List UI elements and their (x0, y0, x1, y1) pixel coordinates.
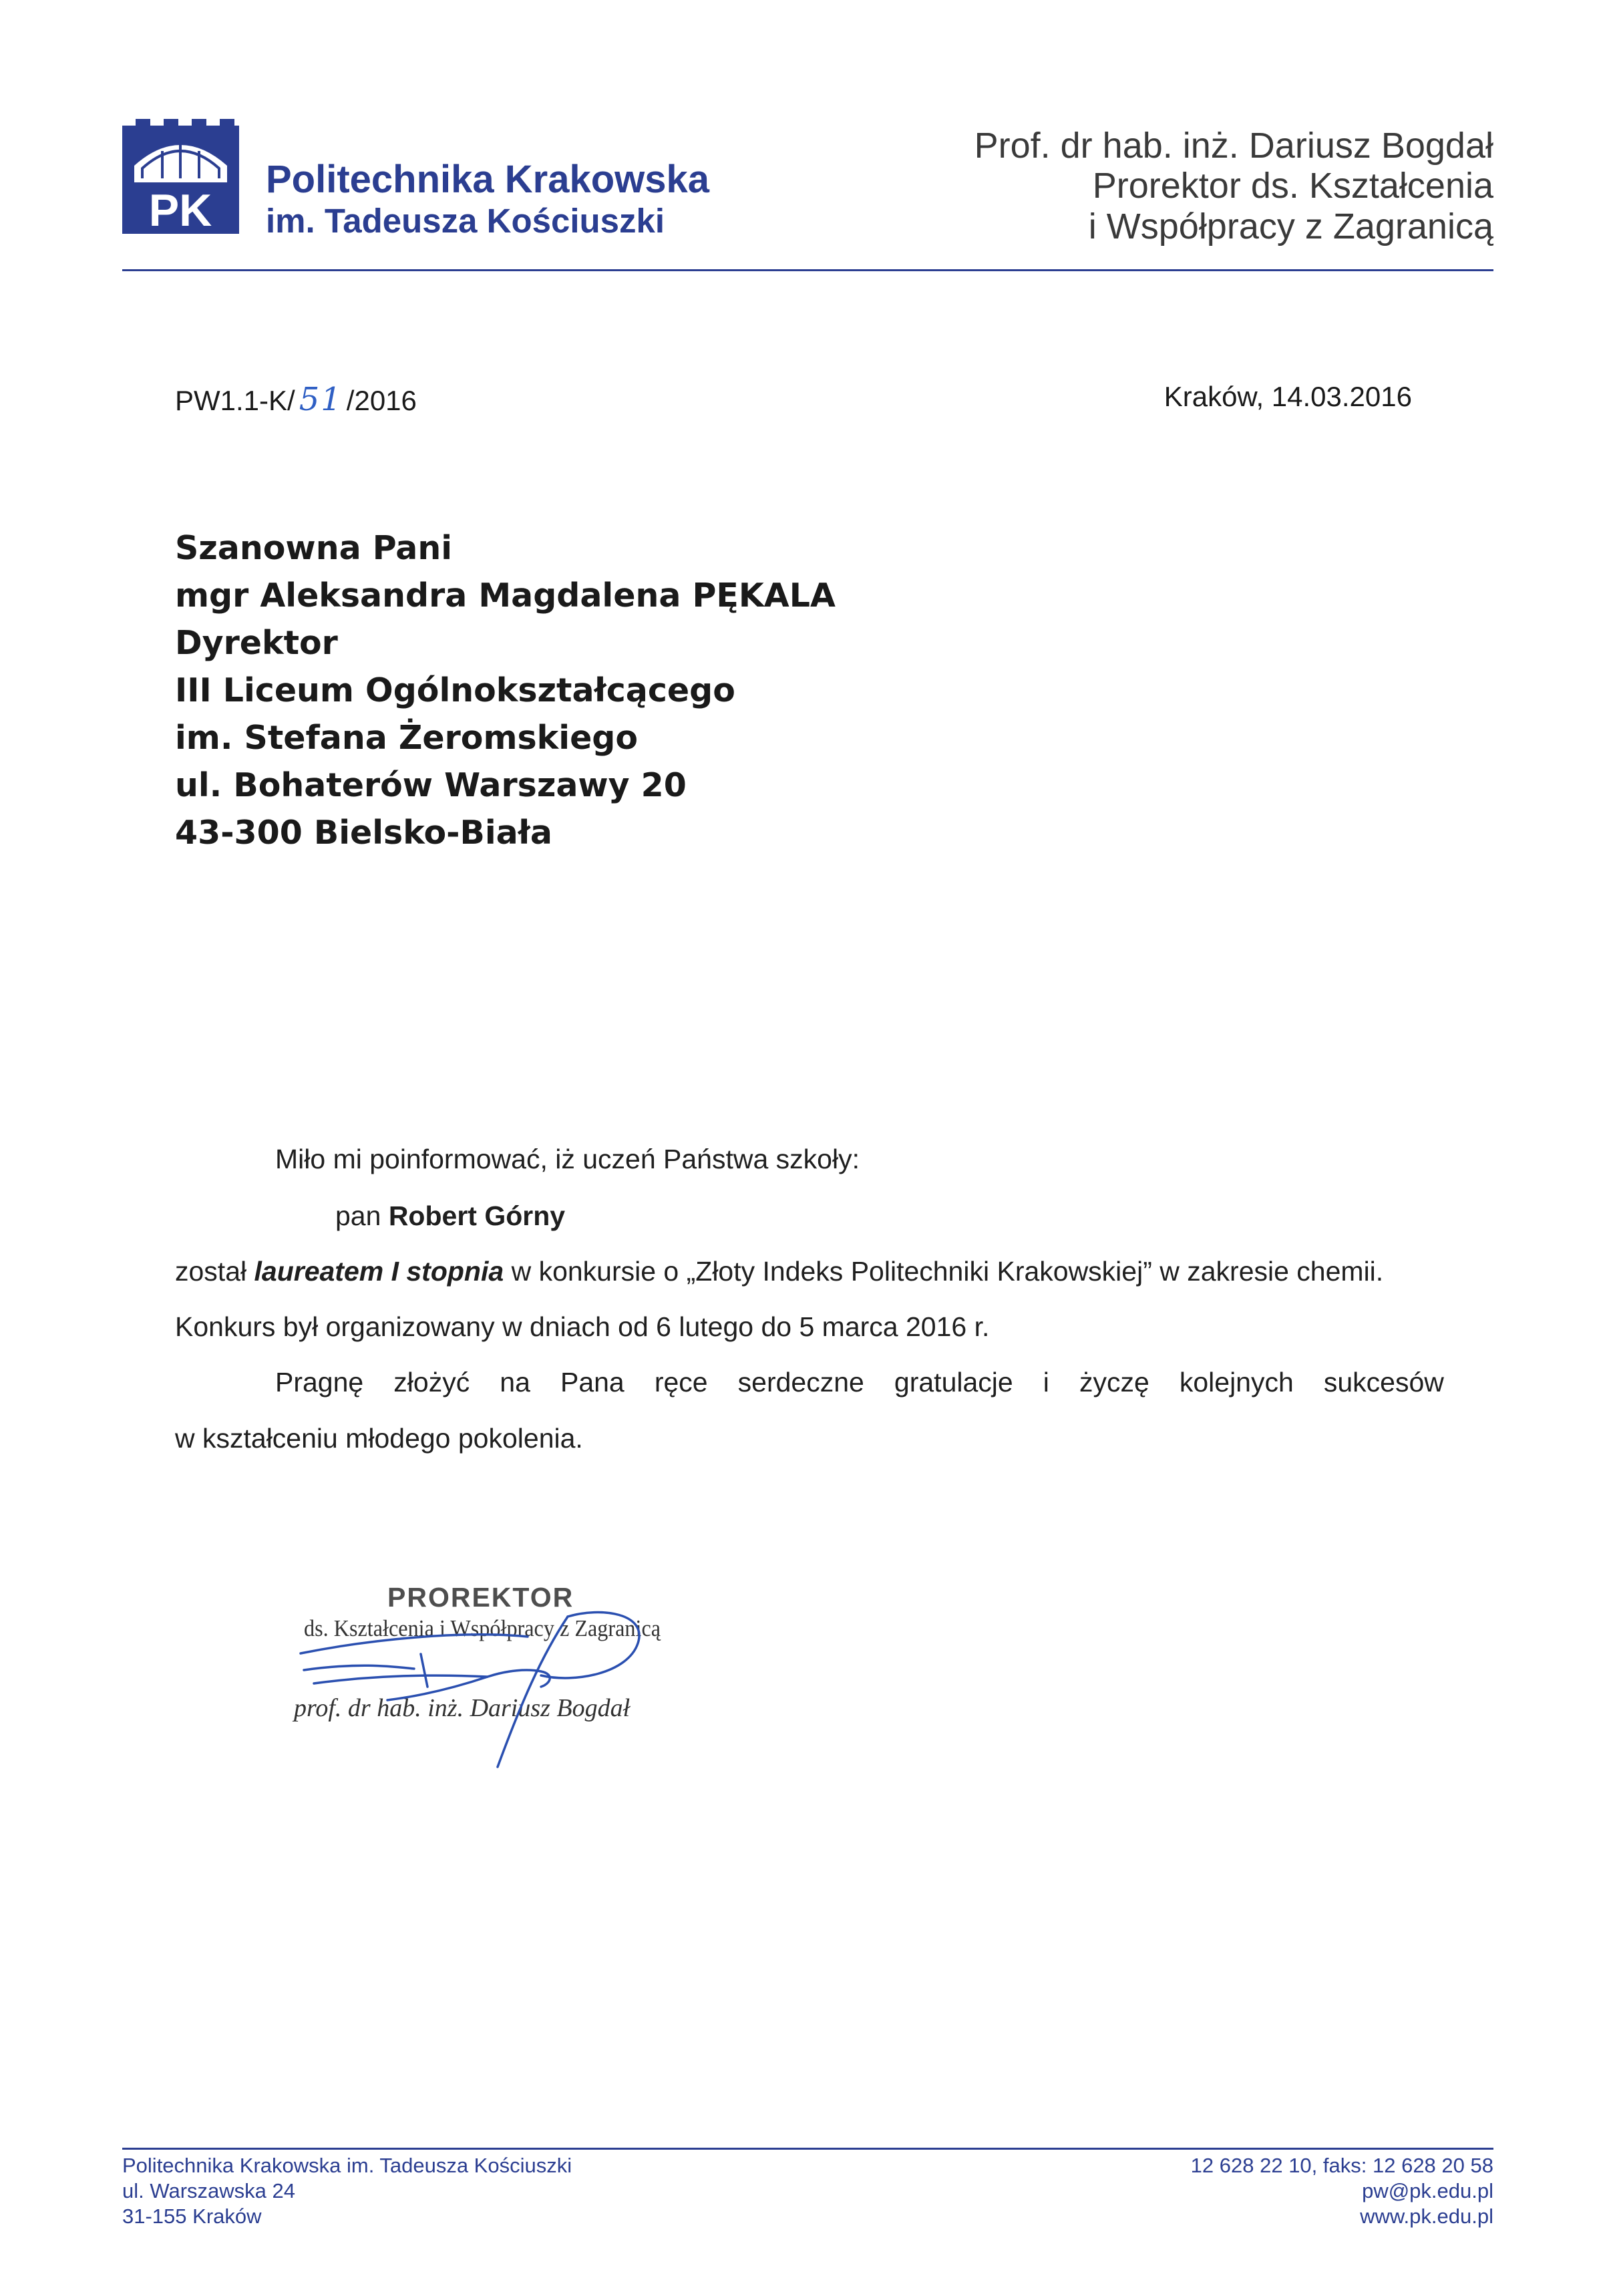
student-prefix: pan (335, 1200, 389, 1231)
salutation: Szanowna Pani (175, 529, 453, 567)
handwritten-signature (287, 1590, 675, 1770)
footer-street: ul. Warszawska 24 (122, 2179, 295, 2202)
recipient-school-patron: im. Stefana Żeromskiego (175, 719, 639, 757)
footer-divider (122, 2148, 1493, 2150)
p5-word: i (1043, 1367, 1049, 1398)
p5-word: na (500, 1367, 530, 1398)
recipient-city: 43-300 Bielsko-Biała (175, 814, 552, 852)
body-paragraph-2 (335, 1200, 565, 1232)
p5-word: sukcesów (1323, 1367, 1444, 1398)
signatory-role-line1: Prorektor ds. Kształcenia (1092, 166, 1493, 206)
award-title: laureatem I stopnia (254, 1256, 504, 1287)
p5-word: Pana (560, 1367, 624, 1398)
body-paragraph-1: Miło mi poinformować, iż uczeń Państwa szkoły: (275, 1144, 860, 1174)
student-name: Robert Górny (388, 1200, 566, 1231)
signatory-title: Prof. dr hab. inż. Dariusz Bogdał (974, 126, 1493, 166)
reference-number (175, 381, 417, 418)
p5-word: złożyć (393, 1367, 470, 1398)
award-prefix: został (175, 1256, 254, 1287)
p5-word: życzę (1079, 1367, 1149, 1398)
recipient-block (175, 524, 836, 856)
recipient-school: III Liceum Ogólnokształcącego (175, 671, 735, 709)
recipient-position: Dyrektor (175, 624, 338, 662)
footer-contact (1191, 2153, 1493, 2229)
footer-address (122, 2153, 572, 2229)
recipient-street: ul. Bohaterów Warszawy 20 (175, 766, 687, 804)
signatory-header (974, 126, 1493, 247)
stamp-name: prof. dr hab. inż. Dariusz Bogdał (294, 1694, 631, 1722)
place-date: Kraków, 14.03.2016 (1164, 381, 1412, 412)
p5-word: ręce (654, 1367, 708, 1398)
reference-suffix: /2016 (346, 385, 417, 416)
logo-letters: PK (148, 185, 212, 234)
stamp-role: ds. Kształcenia i Współpracy z Zagranicą (304, 1615, 661, 1641)
university-logo (122, 119, 239, 234)
p5-word: Pragnę (275, 1367, 364, 1398)
university-name: Politechnika Krakowska (266, 158, 710, 201)
p5-word: serdeczne (737, 1367, 864, 1398)
body-paragraph-6: w kształceniu młodego pokolenia. (175, 1423, 583, 1454)
stamp-title: PROREKTOR (387, 1582, 574, 1613)
footer-phone-fax: 12 628 22 10, faks: 12 628 20 58 (1190, 2154, 1493, 2177)
footer-institution: Politechnika Krakowska im. Tadeusza Kościuszki (122, 2154, 572, 2177)
handwritten-number: 51 (299, 381, 343, 418)
p5-word: kolejnych (1179, 1367, 1294, 1398)
body-paragraph-4: Konkurs był organizowany w dniach od 6 lutego do 5 marca 2016 r. (175, 1311, 990, 1342)
body-paragraph-5 (275, 1367, 1444, 1398)
award-suffix: w konkursie o „Złoty Indeks Politechniki Krakowskiej” w zakresie chemii. (504, 1256, 1384, 1287)
reference-prefix: PW1.1-K/ (175, 385, 295, 416)
footer-website: www.pk.edu.pl (1360, 2204, 1493, 2228)
body-paragraph-3 (175, 1256, 1383, 1287)
signatory-role-line2: i Współpracy z Zagranicą (1088, 206, 1493, 247)
footer-email: pw@pk.edu.pl (1362, 2179, 1493, 2202)
recipient-name: mgr Aleksandra Magdalena PĘKALA (175, 577, 836, 615)
footer-city: 31-155 Kraków (122, 2204, 262, 2228)
p5-word: gratulacje (894, 1367, 1013, 1398)
university-patron: im. Tadeusza Kościuszki (266, 202, 665, 240)
header-divider (122, 269, 1493, 271)
